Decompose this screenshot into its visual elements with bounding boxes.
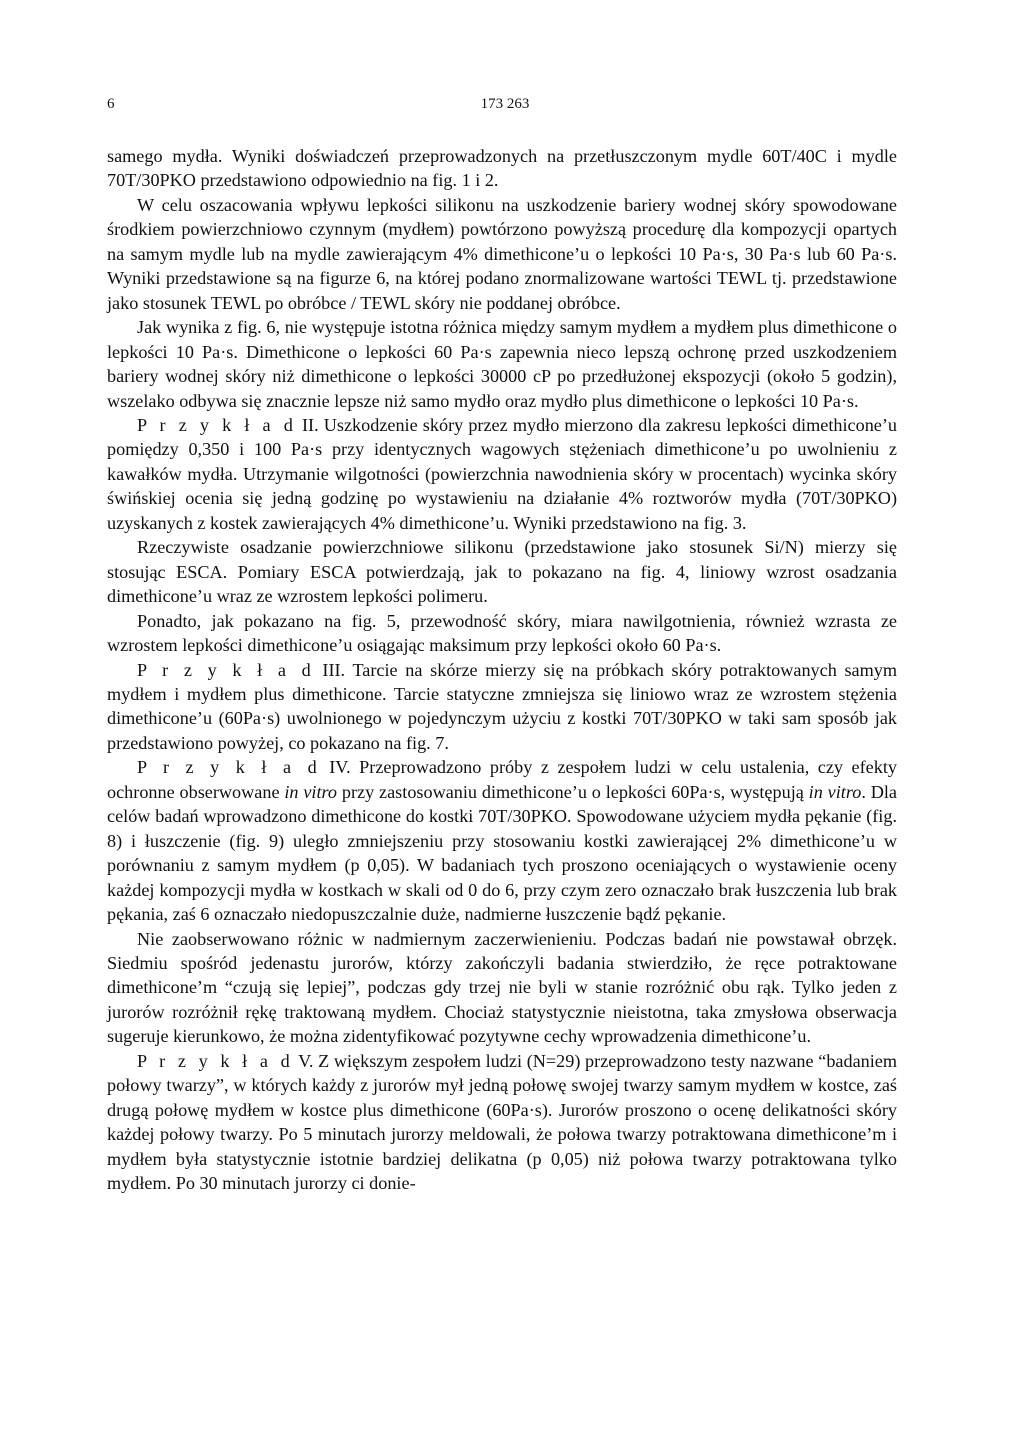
paragraph-text: Z większym zespołem ludzi (N=29) przeprowadzono testy nazwane “badaniem połowy twarzy”, w których każdy z jurorów mył jedną połowę swojej twarzy samym mydłem w kostce, zaś drugą połowę mydłem w kostce plus dimethicone (60Pa·s). Jurorów proszono o ocenę delikatności skóry każdej połowy twarzy. Po 5 minutach jurorzy meldowali, że połowa twarzy potraktowana dimethicone’m i mydłem była statystycznie istotnie bardziej delikatna (p 0,05) niż połowa twarzy potraktowana tylko mydłem. Po 30 minutach jurorzy ci donie- xyxy=(107,1050,898,1194)
example-number: III. xyxy=(322,659,346,680)
example-label: P r z y k ł a d xyxy=(137,414,297,435)
paragraph-text: Rzeczywiste osadzanie powierzchniowe silikonu (przedstawione jako stosunek Si/N) mierzy się stosując ESCA. Pomiary ESCA potwierdzają, jak to pokazano na fig. 4, liniowy wzrost osadzania dimethicone’u wraz ze wzrostem lepkości polimeru. xyxy=(107,537,897,607)
paragraph xyxy=(107,927,897,1049)
example-number: IV. xyxy=(329,757,351,778)
paragraph xyxy=(107,144,897,193)
paragraph-text: samego mydła. Wyniki doświadczeń przeprowadzonych na przetłuszczonym mydle 60T/40C i mydle 70T/30PKO przedstawiono odpowiednio na fig. 1 i 2. xyxy=(107,146,897,191)
example-number: V. xyxy=(298,1050,314,1071)
paragraph-text: Tarcie na skórze mierzy się na próbkach skóry potraktowanych samym mydłem i mydłem plus dimethicone. Tarcie statyczne zmniejsza się liniowo wraz ze wzrostem stężenia dimethicone’u (60Pa·s) uwolnionego w pojedynczym użyciu z kostki 70T/30PKO w taki sam sposób jak przedstawiono powyżej, co pokazano na fig. 7. xyxy=(107,659,898,753)
example-number: II. xyxy=(301,414,319,435)
page-number: 6 xyxy=(107,96,115,112)
example-label: P r z y k ł a d xyxy=(137,659,315,680)
paragraph-text: W celu oszacowania wpływu lepkości silikonu na uszkodzenie bariery wodnej skóry spowodowane środkiem powierzchniowo czynnym (mydłem) powtórzono powyższą procedurę dla kompozycji opartych na samym mydle lub na mydle zawierającym 4% dimethicone’u o lepkości 10 Pa·s, 30 Pa·s lub 60 Pa·s. Wyniki przedstawione są na figurze 6, na której podano znormalizowane wartości TEWL tj. przedstawione jako stosunek TEWL po obróbce / TEWL skóry nie poddanej obróbce. xyxy=(107,194,897,313)
example-label: P r z y k ł a d xyxy=(137,757,321,778)
paragraph xyxy=(107,609,897,658)
paragraph-text: Uszkodzenie skóry przez mydło mierzono dla zakresu lepkości dimethicone’u pomiędzy 0,350 i 100 Pa·s przy identycznych wagowych stężeniach dimethicone’u po uwolnieniu z kawałków mydła. Utrzymanie wilgotności (powierzchnia nawodnienia skóry w procentach) wycinka skóry świńskiej ocenia się jedną godzinę po wystawieniu na działanie 4% roztworów mydła (70T/30PKO) uzyskanych z kostek zawierających 4% dimethicone’u. Wyniki przedstawiono na fig. 3. xyxy=(107,414,898,533)
paragraph xyxy=(107,658,897,756)
paragraph xyxy=(107,755,897,926)
paragraph xyxy=(107,193,897,315)
paragraph xyxy=(107,1049,897,1196)
paragraph-text: Jak wynika z fig. 6, nie występuje istotna różnica między samym mydłem a mydłem plus dimethicone o lepkości 10 Pa·s. Dimethicone o lepkości 60 Pa·s zapewnia nieco lepszą ochronę przed uszkodzeniem bariery wodnej skóry niż dimethicone o lepkości 30000 cP po przedłużonej ekspozycji (około 5 godzin), wszelako odbywa się znacznie lepsze niż samo mydło oraz mydło plus dimethicone o lepkości 10 Pa·s. xyxy=(107,317,897,411)
paragraph-text: Nie zaobserwowano różnic w nadmiernym zaczerwienieniu. Podczas badań nie powstawał obrzęk. Siedmiu spośród jedenastu jurorów, którzy zakończyli badania stwierdziło, że ręce potraktowane dimethicone’m “czują się lepiej”, podczas gdy trzej nie byli w stanie rozróżnić obu rąk. Tylko jeden z jurorów rozróżnił rękę traktowaną mydłem. Chociaż statystycznie nieistotna, taka zmysłowa obserwacja sugeruje kierunkowo, że można zidentyfikować pozytywne cechy wprowadzenia dimethicone’u. xyxy=(107,928,897,1047)
paragraph-text: Przeprowadzono próby z zespołem ludzi w celu ustalenia, czy efekty ochronne obserwowane in vitro przy zastosowaniu dimethicone’u o lepkości 60Pa·s, występują in vitro. Dla celów badań wprowadzono dimethicone do kostki 70T/30PKO. Spowodowane użyciem mydła pękanie (fig. 8) i łuszczenie (fig. 9) uległo zmniejszeniu przy stosowaniu kostki zawierającej 2% dimethicone’u w porównaniu z samym mydłem (p 0,05). W badaniach tych proszono oceniających o wystawienie oceny każdej kompozycji mydła w kostkach w skali od 0 do 6, przy czym zero oznaczało brak łuszczenia lub brak pękania, zaś 6 oznaczało niedopuszczalnie duże, nadmierne łuszczenie bądź pękanie. xyxy=(107,757,897,925)
paragraph xyxy=(107,315,897,413)
example-label: P r z y k ł a d xyxy=(137,1050,294,1071)
paragraph-text: Ponadto, jak pokazano na fig. 5, przewodność skóry, miara nawilgotnienia, również wzrasta ze wzrostem lepkości dimethicone’u osiągając maksimum przy lepkości około 60 Pa·s. xyxy=(107,610,897,656)
body-text xyxy=(107,144,897,1195)
paragraph xyxy=(107,413,897,535)
paragraph xyxy=(107,535,897,608)
patent-number: 173 263 xyxy=(480,96,530,112)
